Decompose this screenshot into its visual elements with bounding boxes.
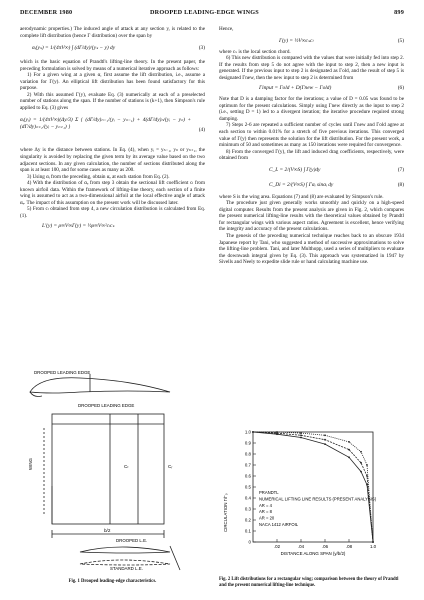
chart-xlabel: DISTANCE ALONG SPAN (y/b/2): [280, 551, 346, 556]
y-tick-label: 1.0: [244, 429, 251, 435]
legend-entry: NACA 1412 AIRFOIL: [259, 522, 299, 527]
y-tick-label: 0: [248, 539, 251, 545]
left-paragraph: which is the basic equation of Prandtl's lifting-line theory. In the present paper, the preceding formulation is solved by means of a numerical iterative approach as follows:: [20, 59, 205, 72]
left-paragraph: 4) With the distribution of αₑ from step 3 obtain the sectional lift coefficient cₗ from known airfoil data. Within the framework of lifting-line theory, each section of a finite wing is assumed to act as a two-dimensional airfoil at the local effective angle of attack αₑ. The impact of this assumption on the present work will be discussed later.: [20, 180, 205, 206]
y-tick-label: 0.9: [244, 440, 251, 446]
y-tick-label: 0.4: [244, 495, 251, 501]
right-paragraph: 7) Steps 2-6 are repeated a sufficient number of cycles until Γnew and Γold agree at each section to within 0.01% for a stretch of five previous iterations. This converged value of Γ(y) then represents the solution for the lift distribution. For the present work, a minimum of 50 and sometimes as many as 150 iterations were required for convergence.: [219, 122, 404, 149]
series-point: [324, 443, 326, 445]
left-paragraph: 3) Using αᵢ from the preceding, obtain αₑ at each station from Eq. (2).: [27, 173, 170, 180]
series-point: [360, 462, 362, 464]
equation-7: C_L = 2/(V∞S) ∫ Γ(y)dy (7): [269, 166, 404, 173]
label-b2: b/2: [104, 528, 111, 533]
header-page-number: 899: [394, 9, 404, 16]
x-tick-label: .08: [345, 544, 353, 549]
figure-2: [219, 424, 404, 590]
equation-lift: L′(y) = ρ∞V∞Γ(y) = ½ρ∞V∞²cₗcₛ: [42, 223, 115, 230]
equation-5: Γ(y) = ½V∞cₛcₗ (5): [279, 37, 404, 44]
label-cr: Cᵣ: [168, 464, 173, 469]
right-column: [219, 26, 404, 266]
header-date: DECEMBER 1980: [20, 9, 73, 16]
right-paragraph: 6) This new distribution is compared with the values that were initially fed into step 2. If the results from step 5 do not agree with the input to step 2, then a new input is generated. If the previous input to step 2 is designated as Γold, and the result of step 5 is designated Γnew, then the new input to step 2 is determined from: [219, 55, 404, 81]
legend-entry: AR = 20: [259, 515, 275, 521]
page-header: [20, 9, 404, 19]
series-point: [300, 437, 302, 439]
label-drooped-leading-edge: DROOPED LEADING EDGE: [34, 370, 91, 375]
series-point: [348, 456, 350, 458]
figure-1-caption: Fig. 1 Drooped leading-edge characteristics.: [68, 579, 157, 584]
equation-6: Γinput = Γold + D(Γnew − Γold) (6): [259, 85, 404, 92]
legend-entry: AR = 8: [259, 509, 272, 515]
right-paragraph: Hence,: [219, 26, 234, 32]
legend-entry: PRANDTL: [259, 490, 279, 495]
label-drooped-le: DROOPED L.E.: [116, 538, 148, 543]
x-tick-label: .06: [321, 544, 329, 549]
y-tick-label: 0.1: [244, 528, 251, 534]
legend-entry: NUMERICAL LIFTING LINE RESULTS (PRESENT ANALYSIS): [259, 496, 377, 502]
figure-1: [20, 366, 205, 588]
x-tick-label: .04: [297, 544, 305, 549]
figure-1-drawing: [20, 366, 205, 572]
label-drooped-leading-edge-inner: DROOPED LEADING EDGE: [78, 403, 135, 408]
label-ct: Cₜ: [124, 464, 129, 469]
label-standard-le: STANDARD L.E.: [110, 566, 143, 571]
y-tick-label: 0.2: [244, 517, 251, 523]
right-paragraph: where cₛ is the local section chord.: [219, 48, 291, 55]
series-point: [300, 434, 302, 436]
y-tick-label: 0.5: [244, 484, 251, 490]
right-paragraph: where S is the wing area. Equations (7) and (8) are evaluated by Simpson's rule.: [219, 193, 384, 200]
figure-2-chart: [219, 424, 404, 570]
series-point: [348, 441, 350, 443]
figure-2-caption: Fig. 2 Lift distributions for a rectangular wing; comparison between the theory of Prandtl and the present numerical lifting-line technique.: [219, 577, 399, 588]
x-tick-label: .02: [273, 544, 281, 549]
series-point: [324, 439, 326, 441]
y-tick-label: 0.3: [244, 506, 251, 512]
right-paragraph: Note that D is a damping factor for the iterations; a value of D = 0.05 was found to be optimum for the present calculations. Simply using Γnew directly as the input to step 2 (i.e., setting D = 1) led to a divergent iteration; the iterative procedure required strong damping.: [219, 96, 404, 122]
x-tick-label: 1.0: [369, 544, 377, 549]
right-paragraph: 8) From the converged Γ(y), the lift and induced drag coefficients, respectively, were obtained from: [219, 148, 404, 162]
series-point: [360, 471, 362, 473]
series-point: [366, 464, 368, 466]
series-point: [348, 449, 350, 451]
left-paragraph: aerodynamic properties.) The induced angle of attack at any section y, is related to the complete lift distribution (hence Γ distribution) over the span by: [20, 26, 205, 39]
left-paragraph: 1) For a given wing at a given α, first assume the lift distribution, i.e., assume a variation for Γ(y). An elliptical lift distribution has been found satisfactory for this purpose.: [20, 72, 205, 92]
header-title: DROOPED LEADING-EDGE WINGS: [150, 9, 259, 16]
y-tick-label: 0.8: [244, 451, 251, 457]
series-point: [360, 451, 362, 453]
y-tick-label: 0.7: [244, 462, 251, 468]
left-column: [20, 26, 205, 233]
right-paragraph: The procedure just given generally works smoothly and quickly on a high-speed digital computer. Results from the present analysis are given in Fig. 2, which compares the present numerical lifting-line results with the theoretical values obtained by Prandtl for rectangular wings with various aspect ratios. Agreement is excellent, hence verifying the integrity and accuracy of the present calculations.: [219, 200, 404, 233]
airfoil-shape: [30, 378, 170, 393]
left-paragraph: 2) With this assumed Γ(y), evaluate Eq. (3) numerically at each of a preselected number of stations along the span. If the number of stations is (k+1), then Simpson's rule applied to Eq. (3) gives: [20, 91, 205, 111]
legend-entry: AR = 4: [259, 502, 272, 508]
equation-8: C_Di = 2/(V∞S) ∫ Γαᵢ sinαᵢ dy (8): [269, 181, 404, 188]
y-tick-label: 0.6: [244, 473, 251, 479]
right-paragraph: The genesis of the preceding numerical technique reaches back to an obscure 1934 Japanese report by Tani, who suggested a method of successive approximations to solve the lifting-line problem. Tani, and later Multhopp, used a series of multipliers to evaluate the downwash integral given by Eq. (3). This approach was systematized in 1947 by Sivells and Neely to expedite slide rule or hand calculating machine use.: [219, 233, 404, 266]
series-point: [300, 432, 302, 434]
series-point: [324, 434, 326, 436]
equation-3: αᵢ(yₛ) = 1/(4πV∞) ∫ (dΓ/dy)/(yₛ − y) dy (3): [32, 45, 205, 52]
equation-4: αᵢ(yᵢ) = 1/(4πV∞)(Δy/3) Σ { (dΓ/dy)ₙ₋₁/(yᵢ − yₙ₋₁) + 4(dΓ/dy)ₙ/(yᵢ − yₙ) + (dΓ/dy)ₙ₊₁/(yᵢ − yₙ₊₁) } (4): [20, 117, 205, 134]
left-paragraph: where Δy is the distance between stations. In Eq. (4), when yᵢ = yₙ₋₁, yₙ or yₙ₊₁, the singularity is avoided by replacing the given term by its average value based on the two adjacent sections. In any given calculation, the number of sections distributed along the span is at least 100, and for some cases as many as 200.: [20, 147, 205, 174]
left-paragraph: 5) From cₗ obtained from step 4, a new circulation distribution is calculated from Eq. (1).: [20, 206, 205, 219]
series-point: [276, 431, 278, 433]
chart-ylabel: CIRCULATION Γ/Γ₀: [223, 493, 228, 532]
label-wing: WING: [28, 458, 33, 470]
